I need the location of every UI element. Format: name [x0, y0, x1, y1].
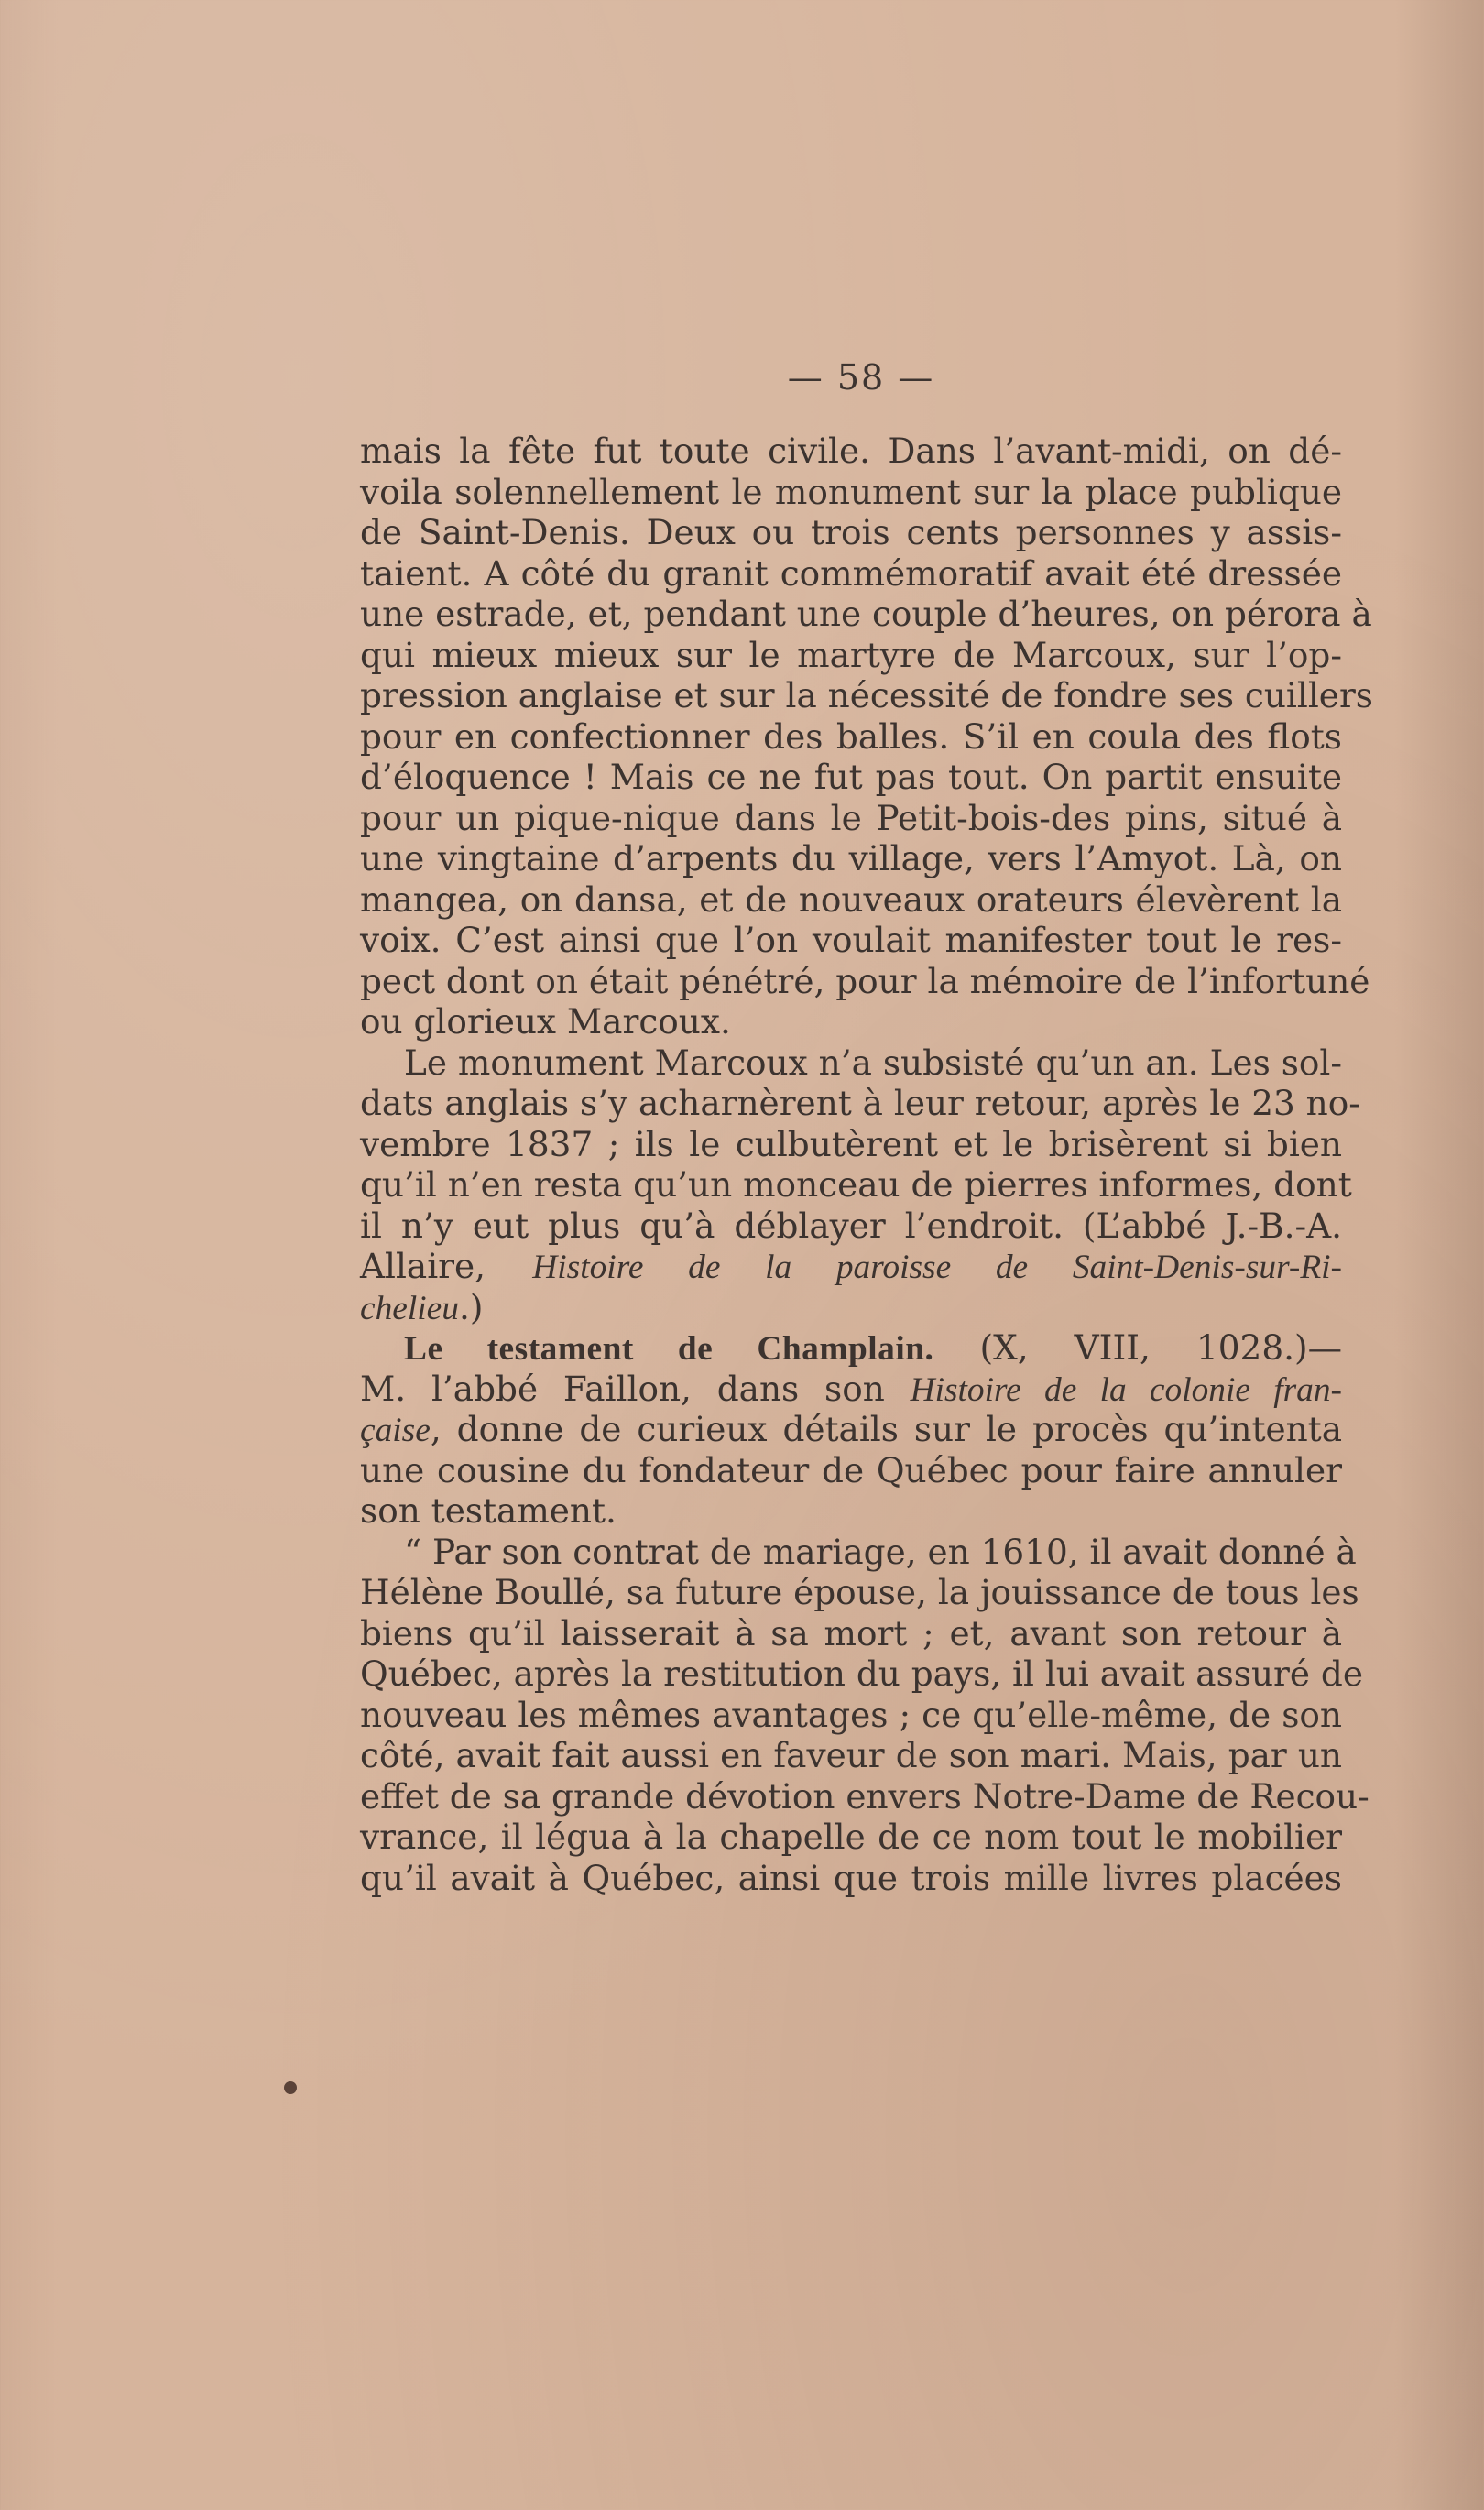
text-run: .): [458, 1286, 484, 1327]
text-run: “ Par son contrat de mariage, en 1610, il avait donné à: [404, 1531, 1357, 1572]
text-line: [360, 1164, 1352, 1206]
text-line: [360, 838, 1342, 879]
text-line: [360, 1695, 1342, 1736]
text-line: [360, 1572, 1359, 1613]
italic-title: Histoire de la colonie fran-: [910, 1370, 1342, 1409]
text-run: mangea, on dansa, et de nouveaux orateurs élevèrent la: [360, 878, 1342, 920]
ink-speck: [284, 2081, 297, 2094]
text-run: pour un pique-nique dans le Petit-bois-des pins, situé à: [360, 797, 1342, 838]
text-run: , donne de curieux détails sur le procès qu’intenta: [430, 1409, 1342, 1449]
text-run: Allaire,: [360, 1246, 533, 1286]
text-line: [360, 798, 1342, 839]
text-line: [360, 1124, 1342, 1165]
italic-title: çaise: [360, 1412, 431, 1449]
text-line: [360, 1287, 1342, 1328]
text-line: [360, 1083, 1360, 1124]
text-run: pect dont on était pénétré, pour la mémoire de l’infortuné: [360, 960, 1370, 1001]
text-line: [360, 1858, 1342, 1899]
text-line: [360, 960, 1370, 1002]
text-run: dats anglais s’y acharnèrent à leur retour, après le 23 no-: [360, 1083, 1360, 1123]
italic-title: Histoire de la paroisse de Saint-Denis-sur-Ri-: [532, 1249, 1342, 1286]
text-run: pression anglaise et sur la nécessité de fondre ses cuillers: [360, 675, 1373, 715]
text-run: il n’y eut plus qu’à déblayer l’endroit. (L’abbé J.-B.-A.: [360, 1205, 1342, 1246]
text-line: [360, 594, 1372, 635]
text-line: [360, 1369, 1342, 1410]
text-line: [360, 1042, 1342, 1084]
text-run: (X, VIII, 1028.)—: [933, 1327, 1342, 1368]
section-heading: Le testament de Champlain.: [404, 1330, 934, 1368]
text-line: [360, 1531, 1357, 1573]
text-line: [360, 757, 1342, 798]
text-run: ou glorieux Marcoux.: [360, 1001, 731, 1042]
text-line: [360, 1735, 1342, 1776]
text-run: qu’il avait à Québec, ainsi que trois mille livres placées: [360, 1857, 1342, 1898]
text-run: qui mieux mieux sur le martyre de Marcoux, sur l’op-: [360, 634, 1342, 675]
text-run: une estrade, et, pendant une couple d’heures, on pérora à: [360, 594, 1372, 634]
text-run: mais la fête fut toute civile. Dans l’avant-midi, on dé-: [360, 431, 1342, 471]
text-run: une cousine du fondateur de Québec pour faire annuler: [360, 1449, 1342, 1490]
text-run: d’éloquence ! Mais ce ne fut pas tout. On partit ensuite: [360, 757, 1342, 797]
text-line: [360, 472, 1342, 513]
text-line: [360, 920, 1342, 961]
text-run: vembre 1837 ; ils le culbutèrent et le brisèrent si bien: [360, 1123, 1342, 1164]
text-run: côté, avait fait aussi en faveur de son mari. Mais, par un: [360, 1735, 1342, 1775]
text-line: [360, 431, 1342, 472]
text-run: M. l’abbé Faillon, dans son: [360, 1368, 911, 1409]
text-line: [360, 1001, 1342, 1042]
text-line: [360, 1206, 1342, 1247]
text-line: [360, 1653, 1363, 1695]
page-number: — 58 —: [787, 357, 935, 398]
text-run: voix. C’est ainsi que l’on voulait manifester tout le res-: [360, 920, 1342, 960]
text-run: nouveau les mêmes avantages ; ce qu’elle-même, de son: [360, 1694, 1342, 1735]
text-line: [360, 879, 1342, 921]
text-line: [360, 1613, 1342, 1654]
text-run: pour en confectionner des balles. S’il en coula des flots: [360, 715, 1342, 757]
text-run: qu’il n’en resta qu’un monceau de pierres informes, dont: [360, 1164, 1352, 1205]
text-run: vrance, il légua à la chapelle de ce nom tout le mobilier: [360, 1817, 1342, 1857]
text-line: [360, 1775, 1369, 1817]
text-run: effet de sa grande dévotion envers Notre-Dame de Recou-: [360, 1775, 1369, 1817]
italic-title: chelieu: [360, 1289, 459, 1327]
text-run: une vingtaine d’arpents du village, vers l’Amyot. Là, on: [360, 838, 1342, 878]
text-line: [360, 1817, 1342, 1858]
text-line: [360, 1246, 1342, 1287]
text-run: Le monument Marcoux n’a subsisté qu’un an. Les sol-: [404, 1042, 1342, 1083]
text-line: [360, 675, 1373, 716]
text-line: [360, 1409, 1342, 1450]
text-line: [360, 635, 1342, 676]
text-line: [360, 716, 1342, 758]
text-run: Québec, après la restitution du pays, il lui avait assuré de: [360, 1653, 1363, 1694]
text-run: son testament.: [360, 1490, 617, 1531]
text-run: taient. A côté du granit commémoratif avait été dressée: [360, 552, 1342, 594]
text-line: [360, 1450, 1342, 1491]
body-text: [360, 431, 1373, 1898]
text-line: [360, 553, 1342, 595]
text-line: [360, 1490, 1342, 1532]
text-run: voila solennellement le monument sur la place publique: [360, 471, 1342, 512]
text-run: biens qu’il laisserait à sa mort ; et, avant son retour à: [360, 1612, 1342, 1653]
text-run: de Saint-Denis. Deux ou trois cents personnes y assis-: [360, 512, 1342, 552]
text-line: [360, 512, 1342, 553]
text-line: [360, 1327, 1342, 1369]
text-run: Hélène Boullé, sa future épouse, la jouissance de tous les: [360, 1572, 1359, 1612]
